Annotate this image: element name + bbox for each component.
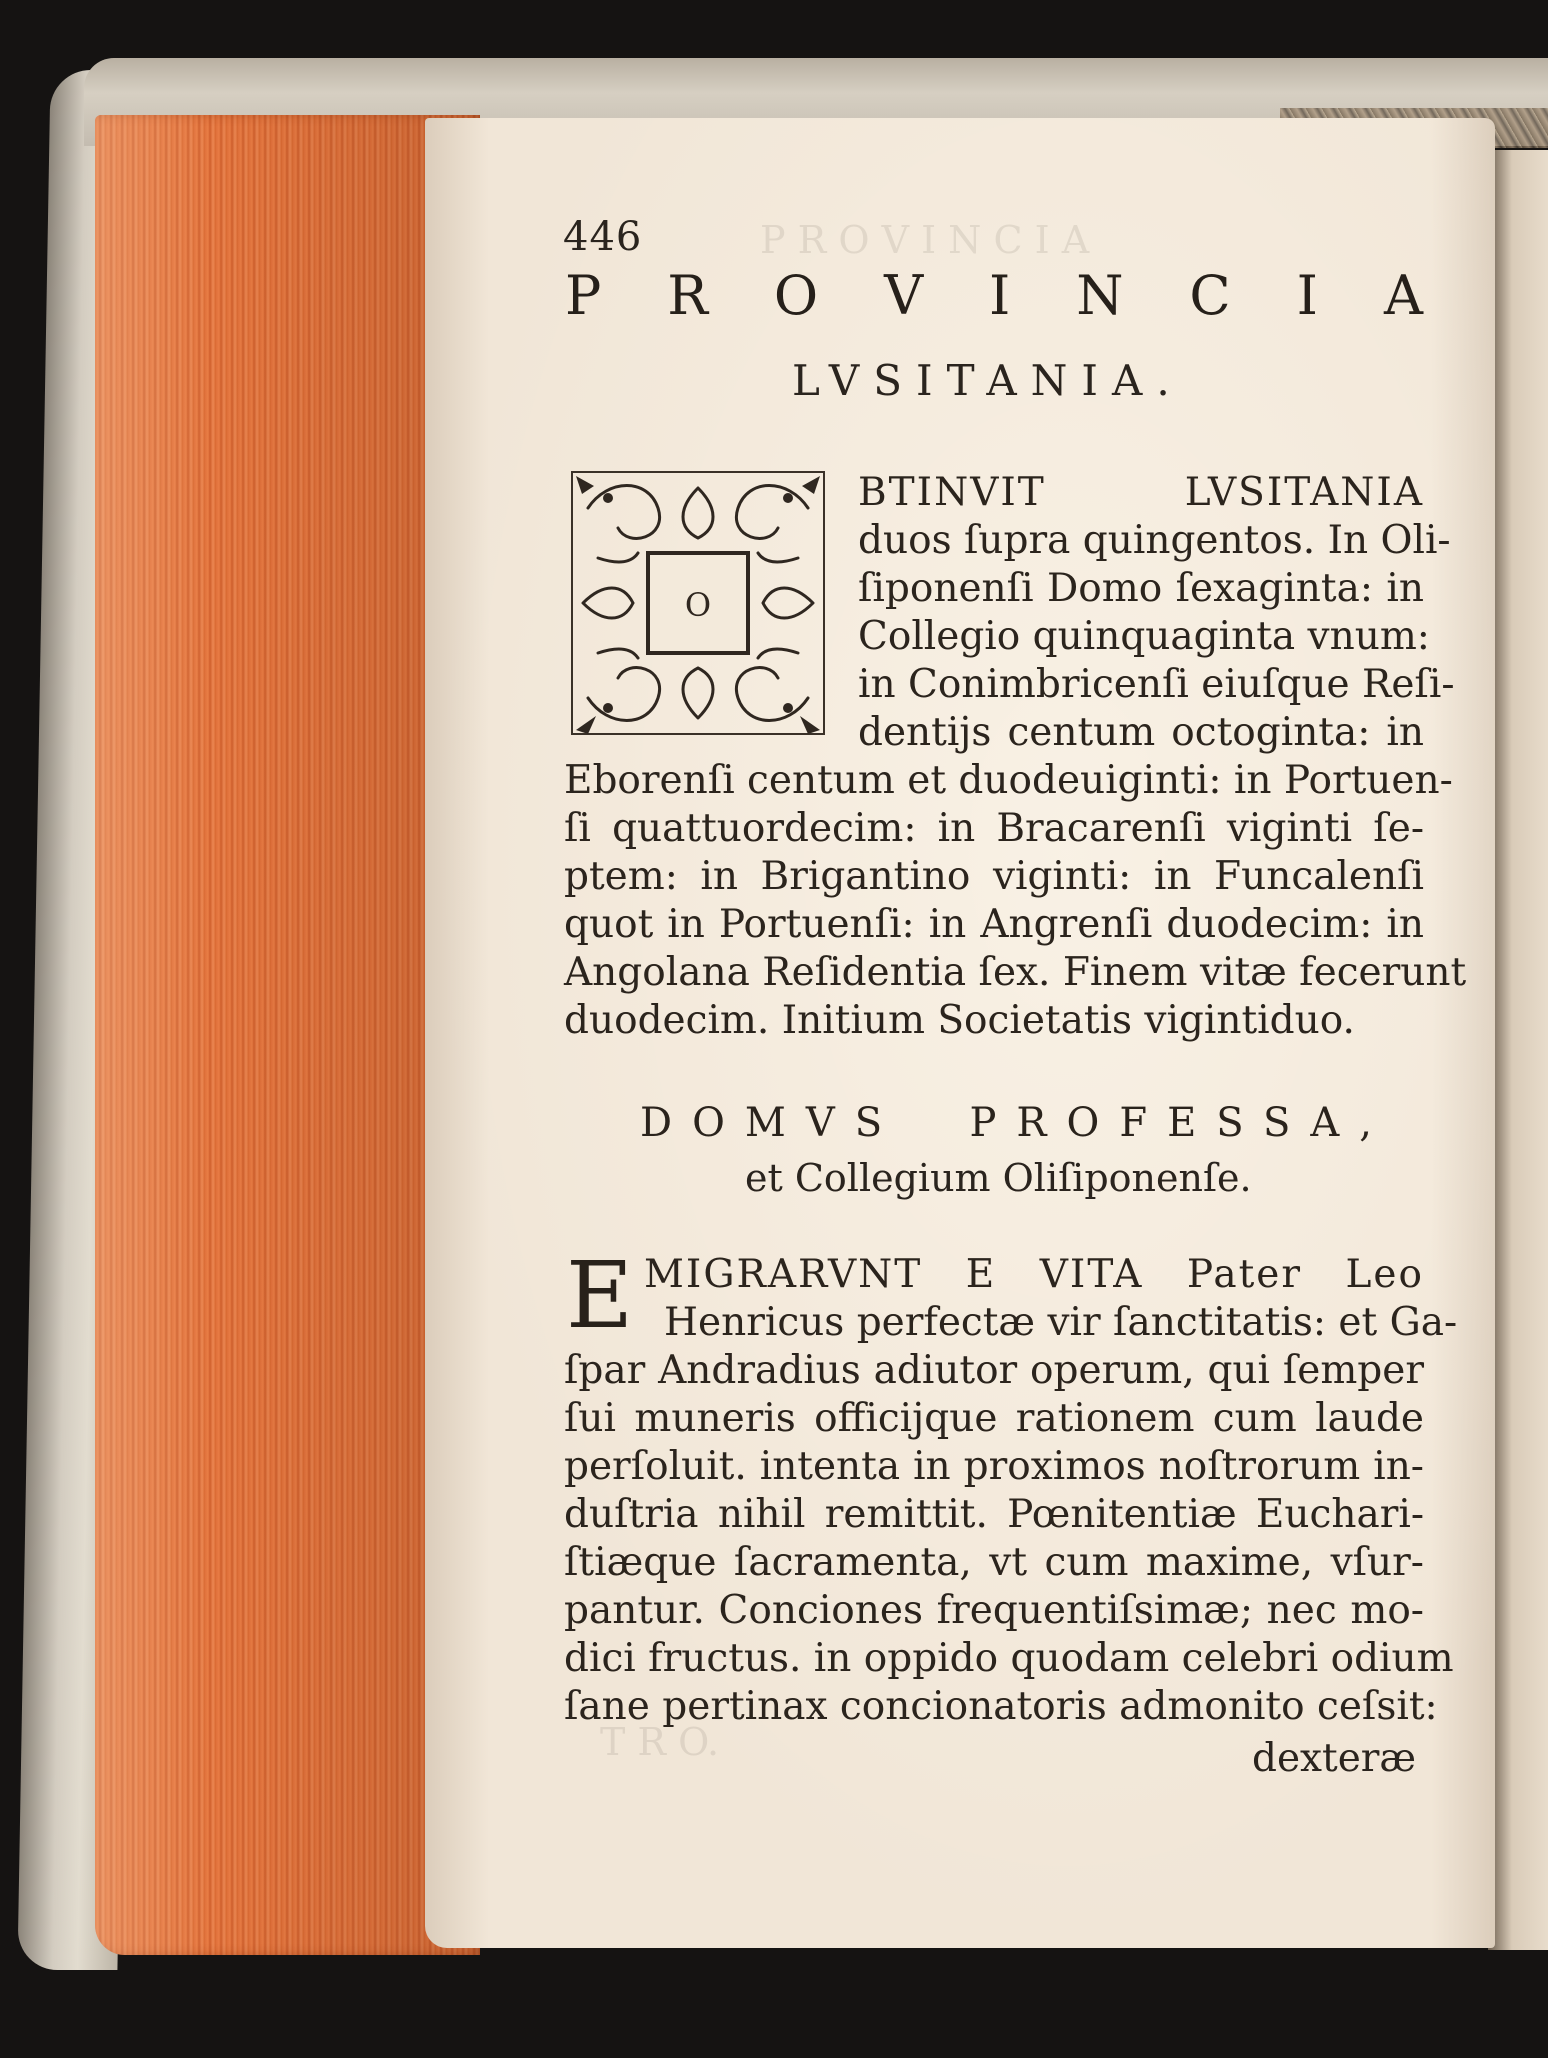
paragraph-line: Angolana Reſidentia ſex. Finem vitæ fecerunt bbox=[564, 950, 1467, 995]
title-letter: O bbox=[773, 264, 819, 327]
section-subheading: et Collegium Oliſiponenſe. bbox=[745, 1156, 1252, 1200]
paragraph-line: MIGRARVNT E VITA Pater Leo bbox=[644, 1252, 1424, 1297]
title-letter: C bbox=[1189, 264, 1231, 327]
paragraph-line: ptem: in Brigantino viginti: in Funcalenſi bbox=[564, 854, 1424, 899]
floral-ornament-icon bbox=[568, 468, 828, 738]
paragraph-line: duodecim. Initium Societatis vigintiduo. bbox=[564, 998, 1355, 1043]
paragraph-line: BTINVIT LVSITANIA bbox=[858, 470, 1424, 515]
catchword: dexteræ bbox=[1252, 1736, 1417, 1781]
large-initial: E bbox=[566, 1242, 634, 1349]
title-letter: N bbox=[1076, 264, 1124, 327]
section-heading bbox=[640, 1100, 1392, 1146]
paragraph-line: dentijs centum octoginta: in bbox=[858, 710, 1424, 755]
show-through-text: P R O V I N C I A bbox=[760, 218, 1090, 262]
paragraph-line: ſane pertinax concionatoris admonito ceſsit: bbox=[564, 1684, 1438, 1729]
paragraph-line: ſiponenſi Domo ſexaginta: in bbox=[858, 566, 1424, 611]
paragraph-line: pantur. Conciones frequentiſsimæ; nec mo- bbox=[564, 1588, 1424, 1633]
facing-page-edge bbox=[1488, 150, 1548, 1950]
paragraph-line: quot in Portuenſi: in Angrenſi duodecim: in bbox=[564, 902, 1424, 947]
paragraph-line: Eborenſi centum et duodeuiginti: in Portuen- bbox=[564, 758, 1453, 803]
paragraph-line: Collegio quinquaginta vnum: bbox=[858, 614, 1430, 659]
title-letter: I bbox=[1296, 264, 1319, 327]
section-heading-word: PROFESSA, bbox=[969, 1100, 1392, 1146]
title-letter: A bbox=[1383, 264, 1423, 327]
paragraph-line: ſui muneris officijque rationem cum laude bbox=[564, 1396, 1424, 1441]
drop-cap-ornament bbox=[568, 468, 828, 738]
paragraph-line: ſi quattuordecim: in Bracarenſi viginti ſe- bbox=[564, 806, 1424, 851]
paragraph-line: dici fructus. in oppido quodam celebri odium bbox=[564, 1636, 1454, 1681]
paragraph-line: duſtria nihil remittit. Pœnitentiæ Euchari- bbox=[564, 1492, 1424, 1537]
page-subtitle: LVSITANIA. bbox=[792, 356, 1184, 405]
paragraph-line: in Conimbricenſi eiuſque Reſi- bbox=[858, 662, 1455, 707]
paragraph-line: perſoluit. intenta in proximos noſtrorum in- bbox=[564, 1444, 1424, 1489]
title-letter: I bbox=[988, 264, 1011, 327]
page-edges-red bbox=[95, 115, 480, 1955]
title-letter: R bbox=[667, 264, 708, 327]
drop-cap-letter: O bbox=[684, 586, 712, 624]
title-letter: P bbox=[565, 264, 602, 327]
show-through-text: T R O. bbox=[600, 1720, 720, 1764]
title-letter: V bbox=[884, 264, 924, 327]
section-heading-word: DOMVS bbox=[640, 1100, 903, 1146]
paragraph-line: ſtiæque ſacramenta, vt cum maxime, vſur- bbox=[564, 1540, 1424, 1585]
page-title bbox=[565, 264, 1423, 327]
paragraph-line: duos ſupra quingentos. In Oli- bbox=[858, 518, 1451, 563]
paragraph-line: Henricus perfectæ vir ſanctitatis: et Ga- bbox=[664, 1300, 1458, 1345]
page-number: 446 bbox=[563, 214, 643, 260]
paragraph-line: ſpar Andradius adiutor operum, qui ſemper bbox=[564, 1348, 1424, 1393]
